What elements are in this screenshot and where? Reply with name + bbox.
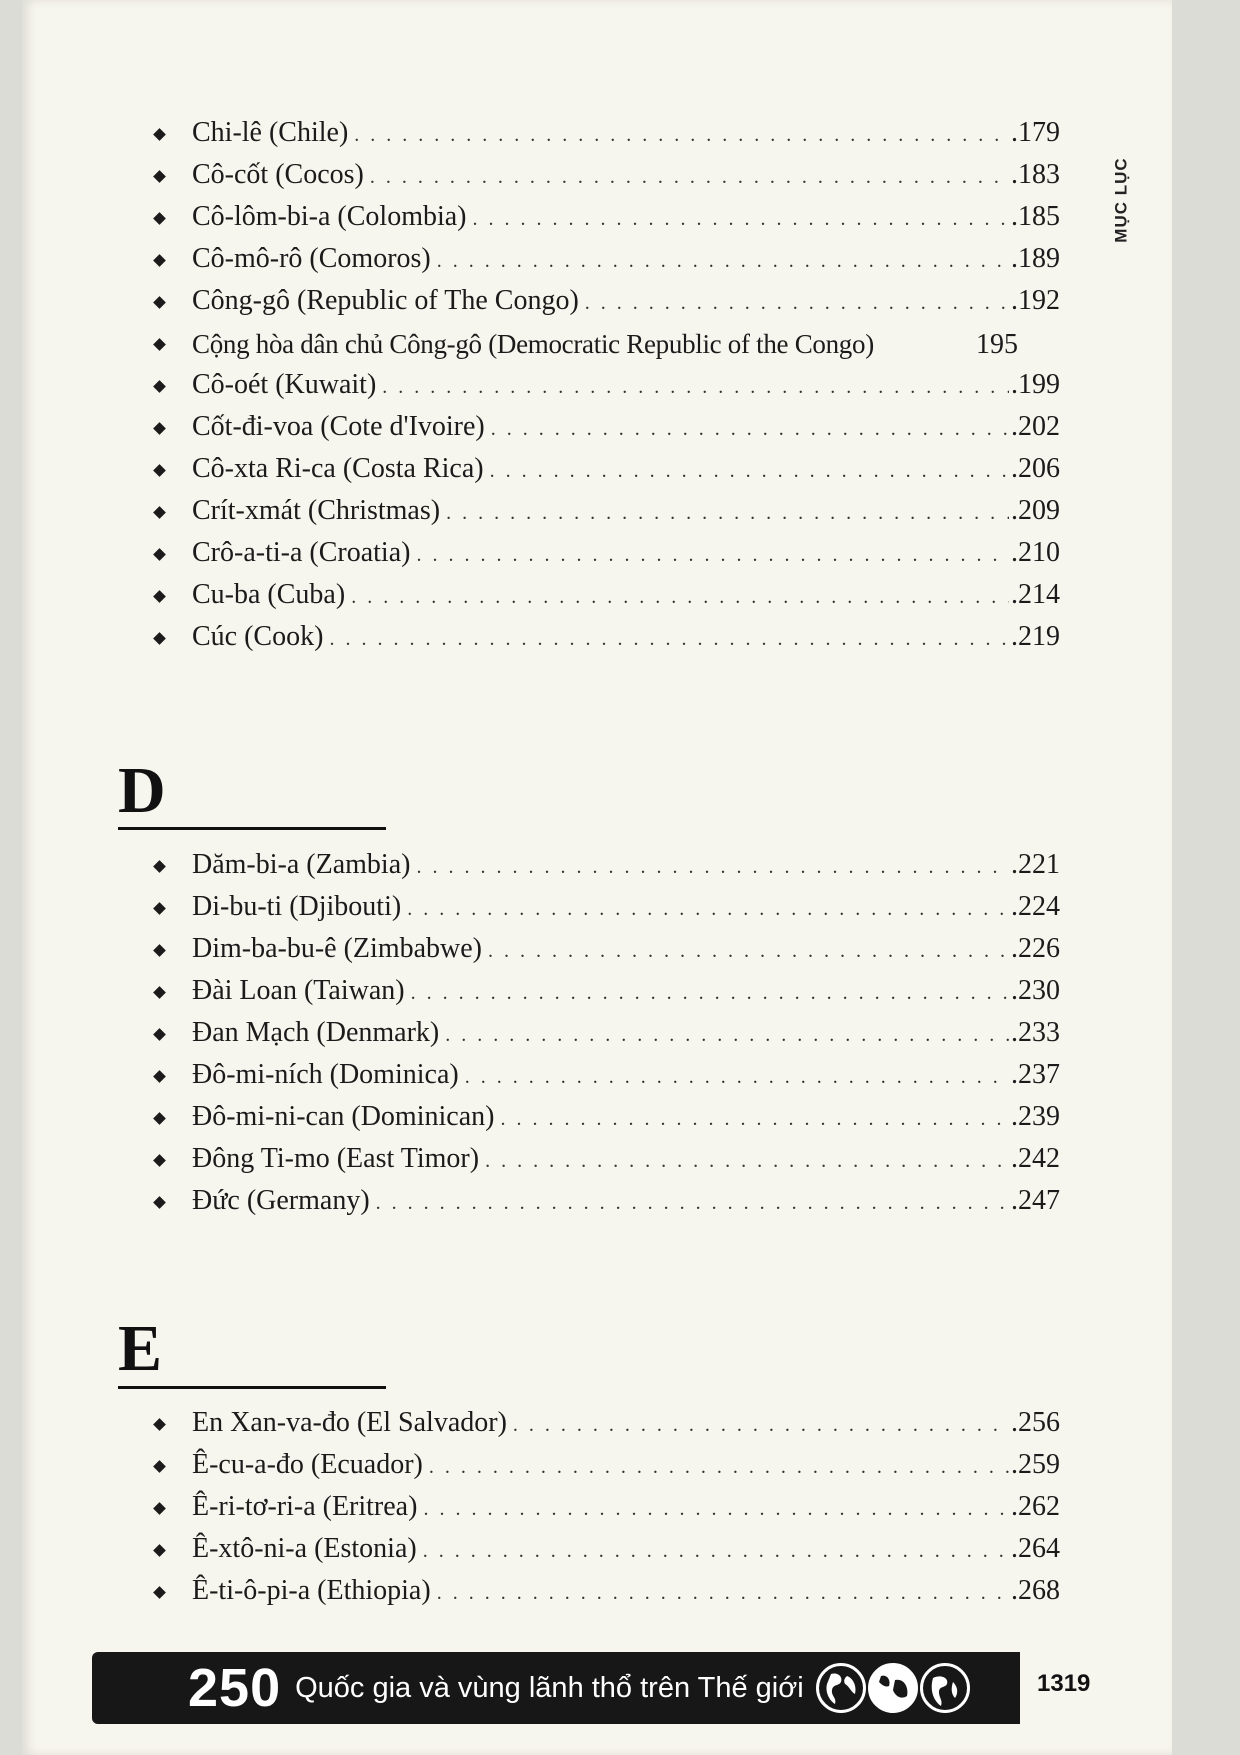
dot-leader — [416, 850, 1009, 884]
entry-label: Ê-xtô-ni-a (Estonia) — [192, 1533, 417, 1564]
entry-page: .226 — [1011, 933, 1060, 964]
entry-page: 195 — [976, 329, 1018, 360]
dot-leader — [429, 1450, 1009, 1484]
toc-entry[interactable] — [150, 614, 1060, 656]
entry-label: Chi-lê (Chile) — [192, 117, 349, 148]
entry-page: .237 — [1011, 1059, 1060, 1090]
bullet-icon — [153, 1028, 166, 1041]
toc-entry[interactable] — [150, 1400, 1060, 1442]
dot-leader — [376, 1186, 1009, 1220]
dot-leader — [423, 1534, 1009, 1568]
entry-page: .239 — [1011, 1101, 1060, 1132]
entry-label: Cốt-đi-voa (Cote d'Ivoire) — [192, 411, 485, 442]
dot-leader — [490, 454, 1009, 488]
bullet-icon — [153, 944, 166, 957]
entry-page: .242 — [1011, 1143, 1060, 1174]
bullet-icon — [153, 548, 166, 561]
footer-title: Quốc gia và vùng lãnh thổ trên Thế giới — [295, 1671, 804, 1704]
side-label-text: MỤC LỤC — [1112, 157, 1132, 243]
toc-entry[interactable] — [150, 236, 1060, 278]
bullet-icon — [153, 1418, 166, 1431]
bullet-icon — [153, 212, 166, 225]
entry-label: Ê-ri-tơ-ri-a (Eritrea) — [192, 1491, 418, 1522]
toc-entry[interactable] — [150, 1178, 1060, 1220]
globe-icon — [920, 1663, 970, 1713]
entry-page: .264 — [1011, 1533, 1060, 1564]
toc-entry[interactable] — [150, 968, 1060, 1010]
toc-entry[interactable] — [150, 1052, 1060, 1094]
toc-entry[interactable] — [150, 1526, 1060, 1568]
entry-page: .183 — [1011, 159, 1060, 190]
dot-leader — [585, 286, 1009, 320]
dot-leader — [354, 118, 1009, 152]
bullet-icon — [153, 860, 166, 873]
bullet-icon — [153, 1070, 166, 1083]
entry-label: Cô-mô-rô (Comoros) — [192, 243, 431, 274]
dot-leader — [437, 244, 1009, 278]
dot-leader — [437, 1576, 1009, 1610]
dot-leader — [488, 934, 1009, 968]
toc-entry[interactable] — [150, 278, 1060, 320]
toc-entry[interactable] — [150, 1094, 1060, 1136]
bullet-icon — [153, 1502, 166, 1515]
entry-label: Cô-lôm-bi-a (Colombia) — [192, 201, 467, 232]
toc-entry[interactable] — [150, 1484, 1060, 1526]
dot-leader — [485, 1144, 1009, 1178]
entry-label: Ê-ti-ô-pi-a (Ethiopia) — [192, 1575, 431, 1606]
bullet-icon — [153, 1196, 166, 1209]
toc-list-c — [150, 110, 1060, 656]
dot-leader — [407, 892, 1009, 926]
bullet-icon — [153, 422, 166, 435]
bullet-icon — [153, 1112, 166, 1125]
dot-leader — [411, 976, 1009, 1010]
bullet-icon — [153, 986, 166, 999]
bullet-icon — [153, 590, 166, 603]
bullet-icon — [153, 254, 166, 267]
entry-page: .233 — [1011, 1017, 1060, 1048]
entry-label: Cô-oét (Kuwait) — [192, 369, 377, 400]
entry-page: .202 — [1011, 411, 1060, 442]
entry-label: Đô-mi-ních (Dominica) — [192, 1059, 459, 1090]
entry-page: .179 — [1011, 117, 1060, 148]
toc-entry[interactable] — [150, 842, 1060, 884]
toc-entry[interactable] — [150, 530, 1060, 572]
dot-leader — [351, 580, 1009, 614]
entry-page: .262 — [1011, 1491, 1060, 1522]
entry-page: .268 — [1011, 1575, 1060, 1606]
toc-entry[interactable] — [150, 110, 1060, 152]
entry-page: .247 — [1011, 1185, 1060, 1216]
entry-page: .199 — [1011, 369, 1060, 400]
dot-leader — [491, 412, 1009, 446]
bullet-icon — [153, 170, 166, 183]
entry-label: Công-gô (Republic of The Congo) — [192, 285, 579, 316]
entry-label: Di-bu-ti (Djibouti) — [192, 891, 402, 922]
entry-label: Đô-mi-ni-can (Dominican) — [192, 1101, 495, 1132]
bullet-icon — [153, 296, 166, 309]
entry-label: Dim-ba-bu-ê (Zimbabwe) — [192, 933, 482, 964]
entry-label: Đan Mạch (Denmark) — [192, 1017, 440, 1048]
toc-entry[interactable] — [150, 404, 1060, 446]
dot-leader — [513, 1408, 1009, 1442]
bullet-icon — [153, 128, 166, 141]
dot-leader — [445, 1018, 1009, 1052]
bullet-icon — [153, 506, 166, 519]
toc-list-d — [150, 842, 1060, 1220]
entry-label: Đức (Germany) — [192, 1185, 370, 1216]
bullet-icon — [153, 1154, 166, 1167]
entry-label: En Xan-va-đo (El Salvador) — [192, 1407, 507, 1438]
dot-leader — [382, 370, 1009, 404]
entry-page: .209 — [1011, 495, 1060, 526]
dot-leader — [370, 160, 1009, 194]
toc-entry[interactable] — [150, 194, 1060, 236]
footer-banner — [92, 1652, 1020, 1724]
bullet-icon — [153, 464, 166, 477]
toc-entry[interactable] — [150, 926, 1060, 968]
entry-page: .230 — [1011, 975, 1060, 1006]
section-heading-e: E — [118, 1312, 163, 1385]
entry-page: .256 — [1011, 1407, 1060, 1438]
entry-page: .214 — [1011, 579, 1060, 610]
entry-label: Crít-xmát (Christmas) — [192, 495, 441, 526]
page-number: 1319 — [1037, 1670, 1091, 1697]
toc-entry[interactable] — [150, 884, 1060, 926]
entry-label: Đông Ti-mo (East Timor) — [192, 1143, 480, 1174]
entry-page: .259 — [1011, 1449, 1060, 1480]
bullet-icon — [153, 902, 166, 915]
globe-icon — [816, 1663, 866, 1713]
entry-page: .206 — [1011, 453, 1060, 484]
entry-label: Crô-a-ti-a (Croatia) — [192, 537, 411, 568]
dot-leader — [473, 202, 1009, 236]
bullet-icon — [153, 380, 166, 393]
toc-entry[interactable] — [150, 446, 1060, 488]
bullet-icon — [153, 1460, 166, 1473]
toc-entry[interactable] — [150, 1568, 1060, 1610]
toc-entry[interactable] — [150, 572, 1060, 614]
entry-label: Cô-xta Ri-ca (Costa Rica) — [192, 453, 484, 484]
entry-label: Cô-cốt (Cocos) — [192, 159, 364, 190]
dot-leader — [465, 1060, 1009, 1094]
entry-page: .185 — [1011, 201, 1060, 232]
dot-leader — [329, 622, 1009, 656]
section-divider — [118, 827, 386, 830]
globe-icon — [868, 1663, 918, 1713]
entry-label: Ê-cu-a-đo (Ecuador) — [192, 1449, 423, 1480]
side-label — [1102, 140, 1142, 260]
toc-entry[interactable] — [150, 1010, 1060, 1052]
toc-entry[interactable] — [150, 152, 1060, 194]
toc-entry[interactable] — [150, 1442, 1060, 1484]
section-heading-d: D — [118, 754, 166, 827]
toc-entry[interactable] — [150, 488, 1060, 530]
toc-entry[interactable] — [150, 320, 1018, 362]
toc-entry[interactable] — [150, 362, 1060, 404]
section-divider — [118, 1386, 386, 1389]
bullet-icon — [153, 1586, 166, 1599]
entry-label: Cộng hòa dân chủ Công-gô (Democratic Republic of the Congo) — [192, 329, 874, 359]
entry-page: .210 — [1011, 537, 1060, 568]
bullet-icon — [153, 338, 166, 351]
dot-leader — [446, 496, 1009, 530]
entry-page: .224 — [1011, 891, 1060, 922]
toc-list-e — [150, 1400, 1060, 1610]
entry-label: Cúc (Cook) — [192, 621, 324, 652]
dot-leader — [416, 538, 1009, 572]
entry-label: Dăm-bi-a (Zambia) — [192, 849, 411, 880]
entry-page: .189 — [1011, 243, 1060, 274]
dot-leader — [500, 1102, 1009, 1136]
dot-leader — [423, 1492, 1009, 1526]
toc-entry[interactable] — [150, 1136, 1060, 1178]
footer-number: 250 — [188, 1658, 282, 1718]
entry-page: .219 — [1011, 621, 1060, 652]
entry-label: Đài Loan (Taiwan) — [192, 975, 405, 1006]
globe-icons — [816, 1663, 970, 1713]
bullet-icon — [153, 632, 166, 645]
entry-page: .221 — [1011, 849, 1060, 880]
entry-page: .192 — [1011, 285, 1060, 316]
entry-label: Cu-ba (Cuba) — [192, 579, 346, 610]
bullet-icon — [153, 1544, 166, 1557]
